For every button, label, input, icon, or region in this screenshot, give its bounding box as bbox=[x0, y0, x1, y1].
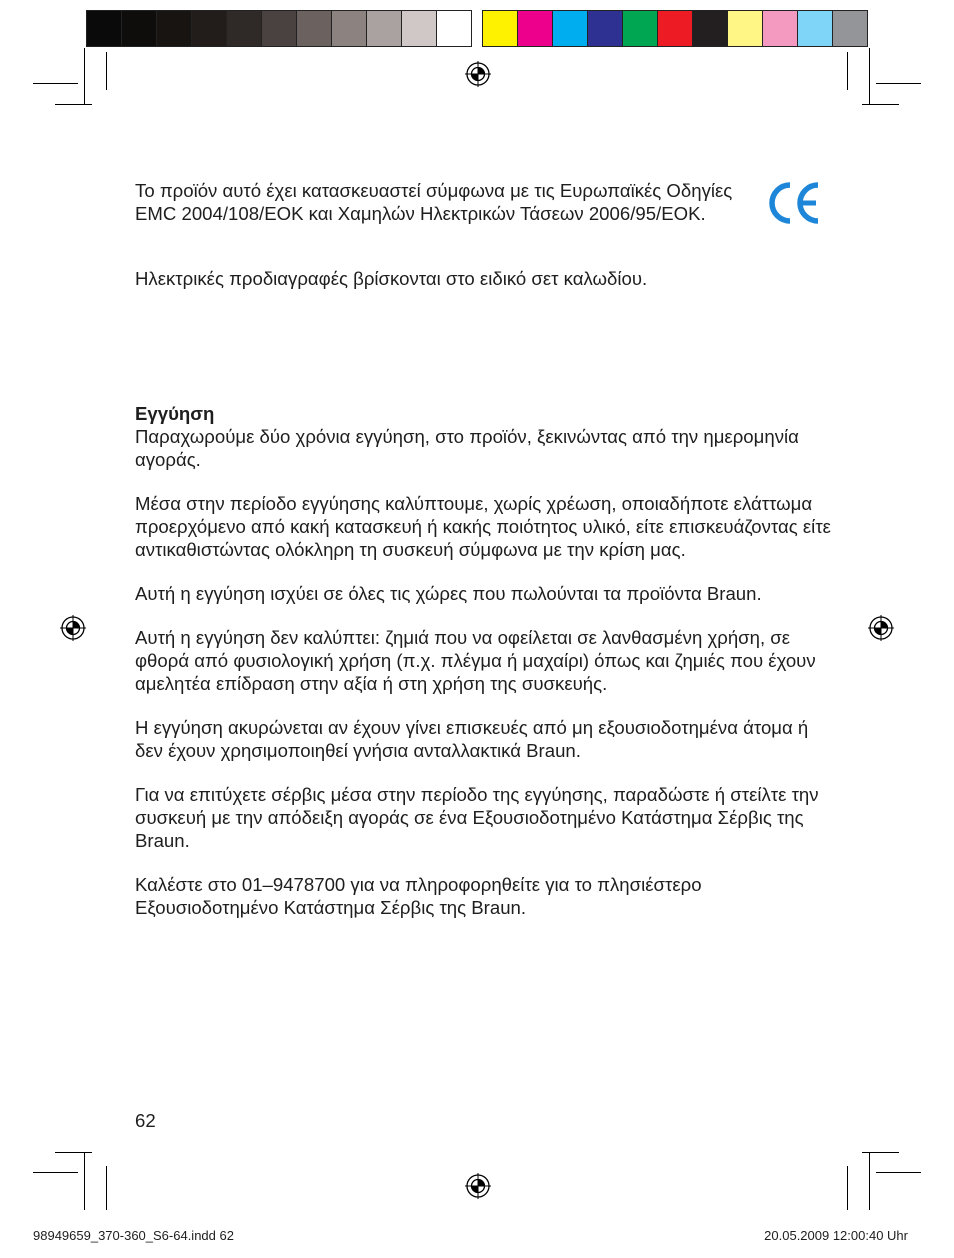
color-swatch bbox=[332, 11, 367, 46]
process-color-bar bbox=[482, 10, 868, 47]
registration-mark-icon bbox=[60, 615, 86, 641]
color-swatch bbox=[658, 11, 693, 46]
color-swatch bbox=[518, 11, 553, 46]
warranty-paragraph: Καλέστε στο 01–9478700 για να πληροφορηθείτε για το πλησιέστερο Εξουσιοδοτημένο Κατάστημα Σέρβις της Braun. bbox=[135, 874, 702, 918]
color-swatch bbox=[728, 11, 763, 46]
warranty-paragraph: Παραχωρούμε δύο χρόνια εγγύηση, στο προϊόν, ξεκινώντας από την ημερομηνία αγοράς. bbox=[135, 426, 799, 470]
color-swatch bbox=[437, 11, 471, 46]
color-swatch bbox=[798, 11, 833, 46]
warranty-heading: Εγγύηση bbox=[135, 403, 215, 424]
color-swatch bbox=[157, 11, 192, 46]
color-swatch bbox=[367, 11, 402, 46]
color-swatch bbox=[227, 11, 262, 46]
slug-file-info: 98949659_370-360_S6-64.indd 62 bbox=[33, 1228, 234, 1243]
color-swatch bbox=[833, 11, 867, 46]
page-number: 62 bbox=[135, 1110, 156, 1131]
registration-mark-icon bbox=[465, 61, 491, 87]
compliance-text: Το προϊόν αυτό έχει κατασκευαστεί σύμφωνα με τις Ευρωπαϊκές Οδηγίες EMC 2004/108/EOK και Χαμηλών Ηλεκτρικών Τάσεων 2006/95/EOK. bbox=[135, 180, 733, 224]
warranty-paragraph: Αυτή η εγγύηση δεν καλύπτει: ζημιά που να οφείλεται σε λανθασμένη χρήση, σε φθορά από φυσιολογική χρήση (π.χ. πλέγμα ή μαχαίρι) όπως και ζημιές που έχουν αμελητέα επίδραση στην αξία ή στη χρήση της συσκευής. bbox=[135, 627, 816, 694]
specs-text: Ηλεκτρικές προδιαγραφές βρίσκονται στο ειδικό σετ καλωδίου. bbox=[135, 268, 648, 289]
color-swatch bbox=[297, 11, 332, 46]
color-swatch bbox=[763, 11, 798, 46]
compliance-statement bbox=[135, 179, 745, 225]
warranty-paragraph: Για να επιτύχετε σέρβις μέσα στην περίοδο της εγγύησης, παραδώστε ή στείλτε την συσκευή με την απόδειξη αγοράς σε ένα Εξουσιοδοτημένο Κατάστημα Σέρβις της Braun. bbox=[135, 784, 819, 851]
registration-mark-icon bbox=[868, 615, 894, 641]
color-swatch bbox=[693, 11, 728, 46]
color-swatch bbox=[192, 11, 227, 46]
registration-mark-icon bbox=[465, 1173, 491, 1199]
warranty-paragraph: Η εγγύηση ακυρώνεται αν έχουν γίνει επισκευές από μη εξουσιοδοτημένα άτομα ή δεν έχουν χρησιμοποιηθεί γνήσια ανταλλακτικά Braun. bbox=[135, 717, 809, 761]
ce-mark-icon bbox=[768, 180, 822, 226]
slug-timestamp: 20.05.2009 12:00:40 Uhr bbox=[764, 1228, 908, 1243]
color-swatch bbox=[588, 11, 623, 46]
color-swatch bbox=[87, 11, 122, 46]
color-swatch bbox=[483, 11, 518, 46]
warranty-section bbox=[135, 402, 835, 919]
grayscale-color-bar bbox=[86, 10, 472, 47]
electrical-specs-note bbox=[135, 267, 795, 290]
color-swatch bbox=[623, 11, 658, 46]
color-swatch bbox=[122, 11, 157, 46]
color-swatch bbox=[262, 11, 297, 46]
warranty-paragraph: Αυτή η εγγύηση ισχύει σε όλες τις χώρες που πωλούνται τα προϊόντα Braun. bbox=[135, 583, 762, 604]
color-swatch bbox=[553, 11, 588, 46]
color-swatch bbox=[402, 11, 437, 46]
warranty-paragraph: Μέσα στην περίοδο εγγύησης καλύπτουμε, χωρίς χρέωση, οποιαδήποτε ελάττωμα προερχόμενο από κακή κατασκευή ή κακής ποιότητος υλικό, είτε επισκευάζοντας είτε αντικαθιστώντας ολόκληρη τη συσκευή σύμφωνα με την κρίση μας. bbox=[135, 493, 831, 560]
